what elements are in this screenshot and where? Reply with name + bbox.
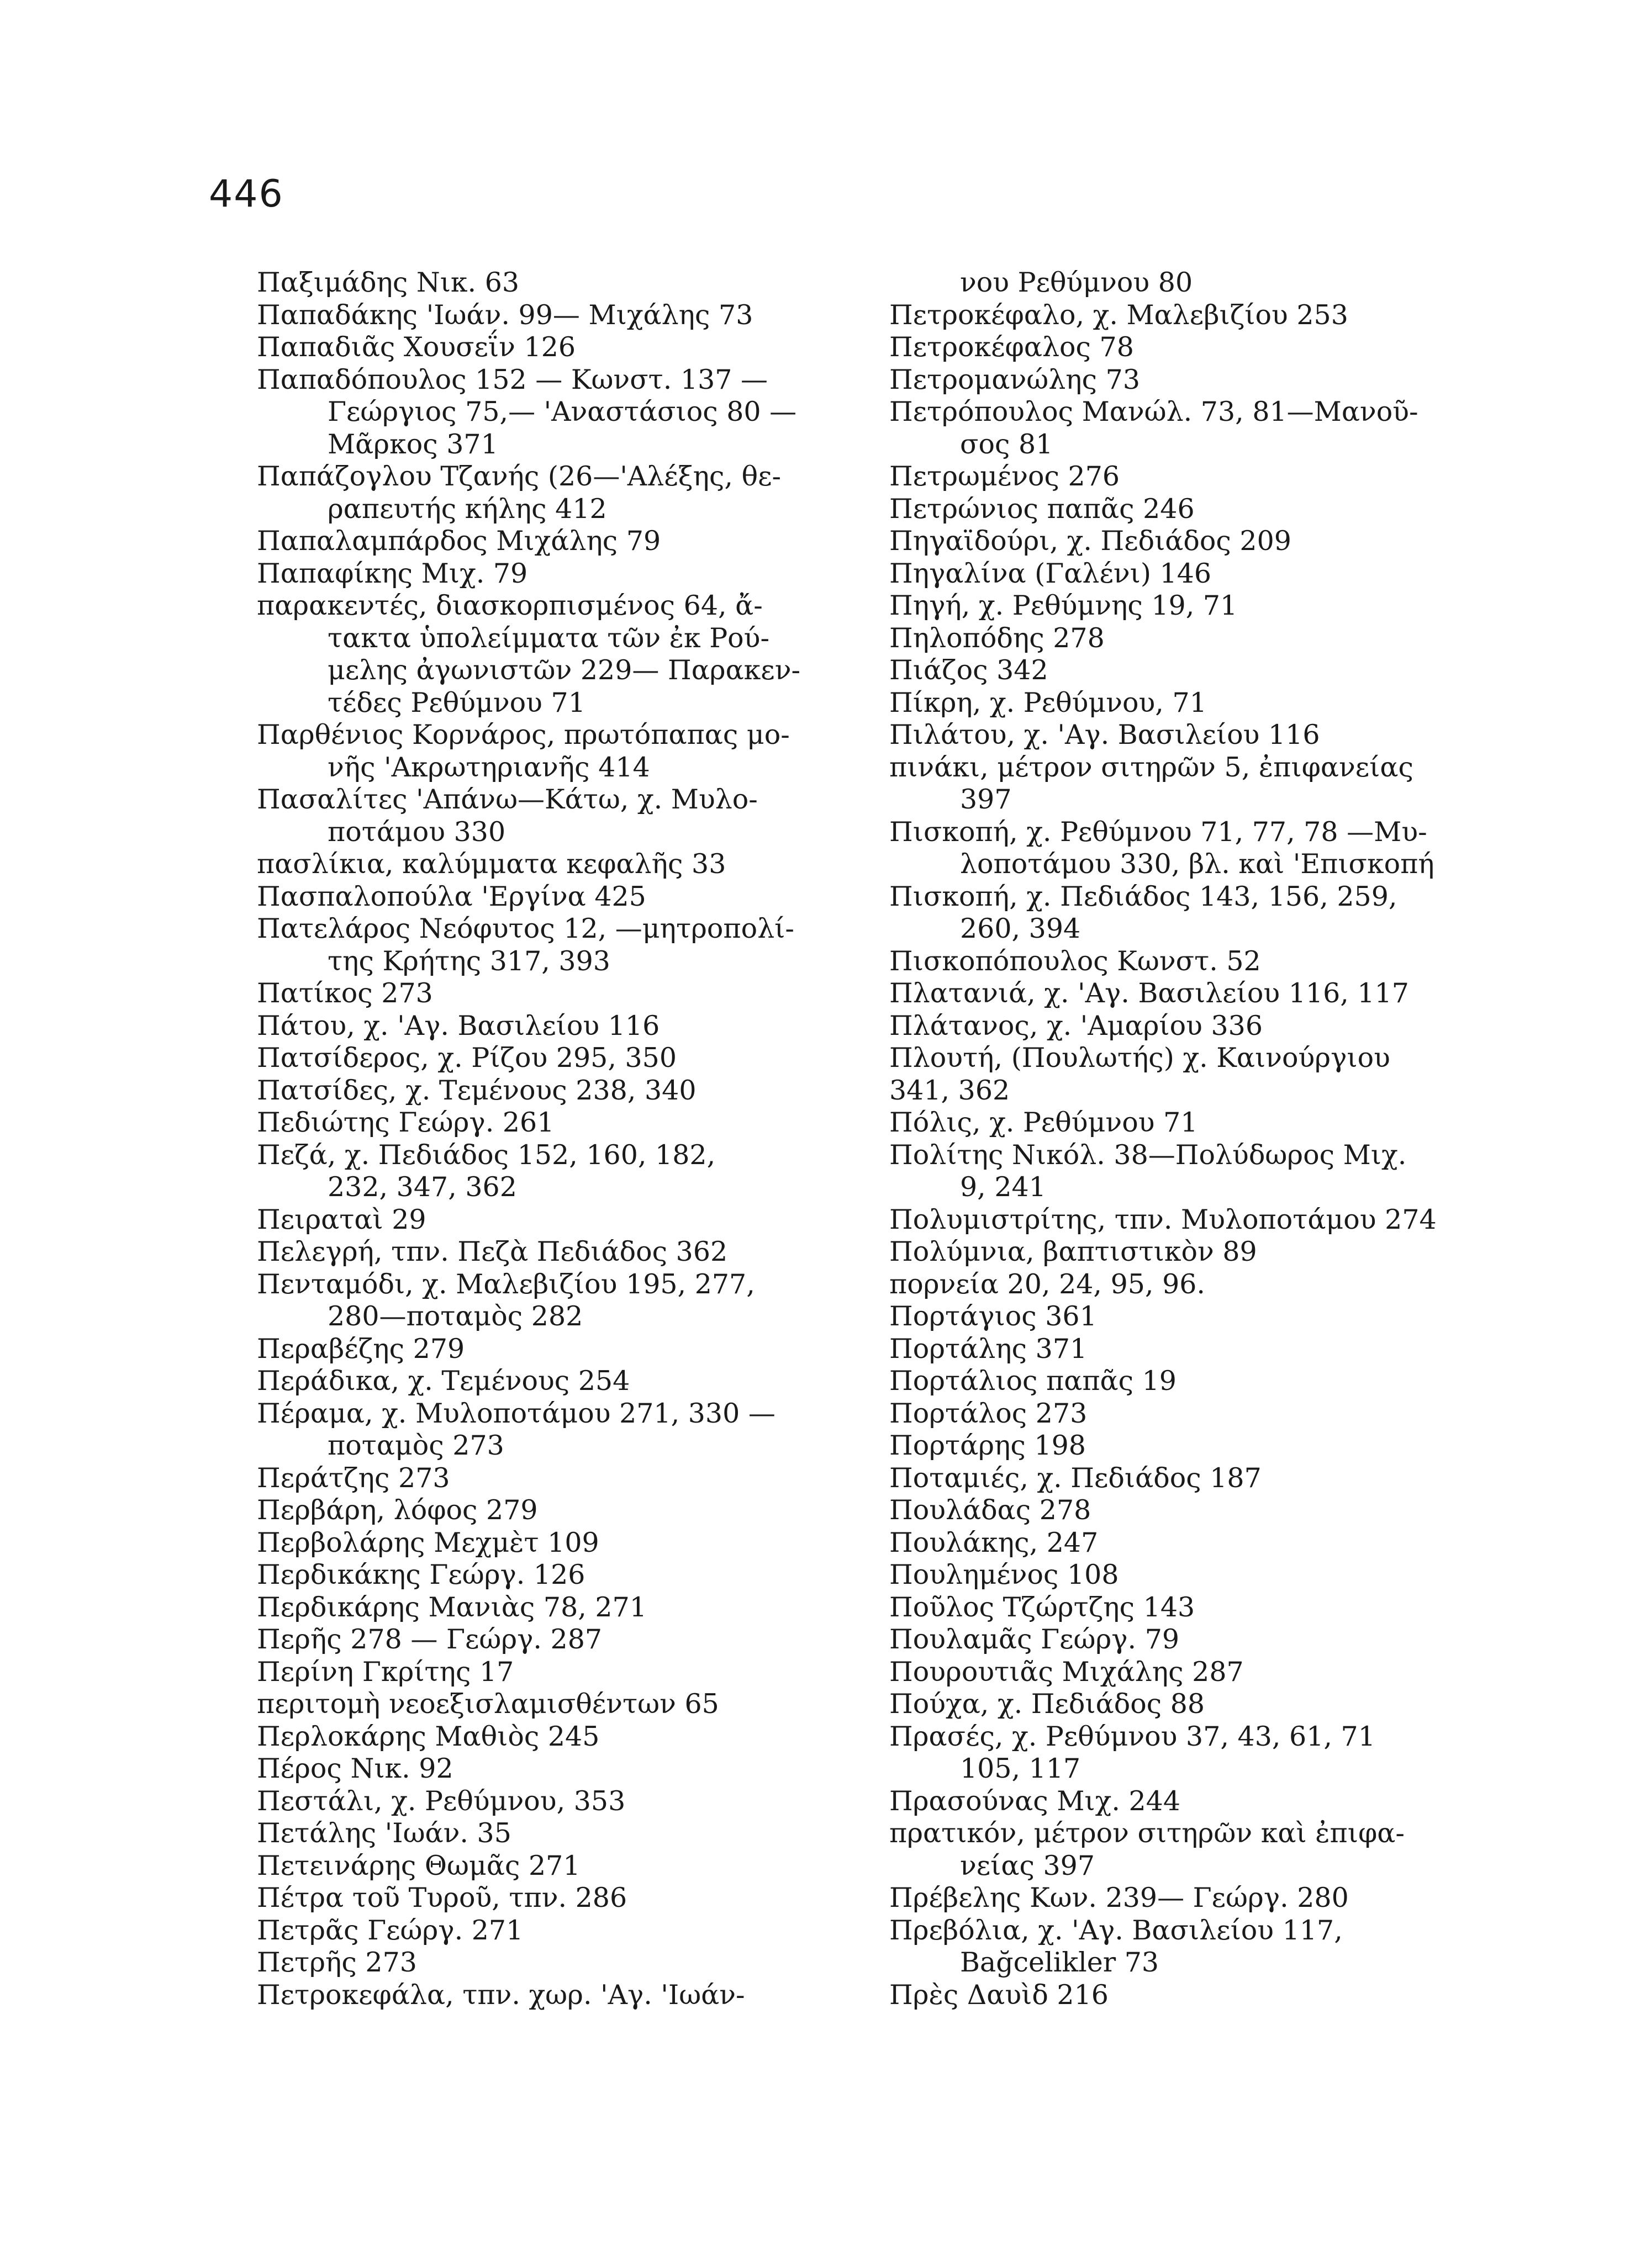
- index-entry-line: Ποῦλος Τζώρτζης 143: [889, 1591, 1195, 1623]
- index-entry-line: Πετρομανώλης 73: [889, 363, 1140, 395]
- index-entry-line: Πετροκέφαλος 78: [889, 331, 1134, 363]
- index-entry-line: Παπαδόπουλος 152 — Κωνστ. 137 —: [257, 363, 768, 395]
- index-entry-line: Περλοκάρης Μαθιὸς 245: [257, 1720, 600, 1752]
- index-entry-line: 232, 347, 362: [328, 1171, 517, 1203]
- index-entry-line: Γεώργιος 75,— 'Αναστάσιος 80 —: [328, 396, 797, 427]
- index-entry-line: Πλάτανος, χ. 'Αμαρίου 336: [889, 1009, 1263, 1042]
- index-entry-line: Πέτρα τοῦ Τυροῦ, τπν. 286: [257, 1882, 627, 1913]
- index-entry-line: Πελεγρή, τπν. Πεζὰ Πεδιάδος 362: [257, 1236, 728, 1267]
- index-entry-line: Πεδιώτης Γεώργ. 261: [257, 1107, 555, 1138]
- index-entry-line: Παπάζογλου Τζανής (26—'Αλέξης, θε-: [257, 461, 782, 492]
- index-entry-line: Πουλάδας 278: [889, 1494, 1091, 1526]
- index-entry-line: Περῆς 278 — Γεώργ. 287: [257, 1624, 603, 1655]
- index-entry-line: Πίκρη, χ. Ρεθύμνου, 71: [889, 686, 1207, 718]
- index-entry-line: Περδικάκης Γεώργ. 126: [257, 1559, 585, 1590]
- index-entry-line: Πατσίδες, χ. Τεμένους 238, 340: [257, 1074, 697, 1106]
- index-entry-line: Πειραταὶ 29: [257, 1203, 426, 1235]
- index-entry-line: Περάτζης 273: [257, 1462, 450, 1494]
- index-entry-line: Πουλάκης, 247: [889, 1526, 1099, 1558]
- index-entry-line: Πεζά, χ. Πεδιάδος 152, 160, 182,: [257, 1139, 716, 1171]
- index-entry-line: Παπαφίκης Μιχ. 79: [257, 557, 528, 589]
- index-entry-line: Πρασές, χ. Ρεθύμνου 37, 43, 61, 71: [889, 1720, 1375, 1752]
- index-entry-line: Πορτάλης 371: [889, 1333, 1088, 1365]
- index-entry-line: Παξιμάδης Νικ. 63: [257, 267, 520, 298]
- index-entry-line: Πεστάλι, χ. Ρεθύμνου, 353: [257, 1785, 626, 1817]
- index-entry-line: Πορτάλιος παπᾶς 19: [889, 1365, 1177, 1397]
- index-entry-line: ραπευτής κήλης 412: [328, 493, 607, 525]
- index-entry-line: Πολυμιστρίτης, τπν. Μυλοποτάμου 274: [889, 1203, 1437, 1235]
- index-entry-line: 341, 362: [889, 1074, 1010, 1106]
- index-entry-line: Παπαλαμπάρδος Μιχάλης 79: [257, 525, 661, 557]
- index-entry-line: Πατσίδερος, χ. Ρίζου 295, 350: [257, 1042, 677, 1074]
- index-entry-line: πασλίκια, καλύμματα κεφαλῆς 33: [257, 848, 726, 880]
- index-entry-line: Πάτου, χ. 'Αγ. Βασιλείου 116: [257, 1009, 660, 1042]
- index-entry-line: νείας 397: [960, 1849, 1095, 1881]
- index-entry-line: Πλατανιά, χ. 'Αγ. Βασιλείου 116, 117: [889, 977, 1409, 1009]
- index-entry-line: Περδικάρης Μανιὰς 78, 271: [257, 1591, 647, 1623]
- index-entry-line: Πέραμα, χ. Μυλοποτάμου 271, 330 —: [257, 1397, 775, 1429]
- index-entry-line: Παρθένιος Κορνάρος, πρωτόπαπας μο-: [257, 719, 790, 750]
- index-entry-line: σος 81: [960, 428, 1053, 460]
- index-entry-line: Περίνη Γκρίτης 17: [257, 1656, 514, 1688]
- index-entry-line: 280—ποταμὸς 282: [328, 1300, 583, 1332]
- index-entry-line: Πετρᾶς Γεώργ. 271: [257, 1914, 524, 1946]
- index-entry-line: τέδες Ρεθύμνου 71: [328, 686, 585, 718]
- index-column-left: [257, 267, 815, 2011]
- index-entry-line: της Κρήτης 317, 393: [328, 945, 610, 977]
- index-entry-line: Παπαδάκης 'Ιωάν. 99— Μιχάλης 73: [257, 299, 753, 331]
- index-entry-line: 9, 241: [960, 1171, 1046, 1203]
- index-entry-line: Πετεινάρης Θωμᾶς 271: [257, 1849, 581, 1881]
- index-entry-line: Πλουτή, (Πουλωτής) χ. Καινούργιου: [889, 1042, 1390, 1074]
- index-entry-line: ποταμὸς 273: [328, 1430, 504, 1461]
- index-entry-line: Πετροκέφαλο, χ. Μαλεβιζίου 253: [889, 299, 1348, 331]
- index-entry-line: Πηγαϊδούρι, χ. Πεδιάδος 209: [889, 525, 1291, 557]
- index-entry-line: Πόλις, χ. Ρεθύμνου 71: [889, 1107, 1198, 1138]
- index-entry-line: πορνεία 20, 24, 95, 96.: [889, 1268, 1205, 1300]
- index-column-right: [889, 267, 1464, 2011]
- index-entry-line: Πισκοπή, χ. Ρεθύμνου 71, 77, 78 —Μυ-: [889, 816, 1427, 848]
- index-entry-line: παρακεντές, διασκορπισμένος 64, ἄ-: [257, 590, 763, 621]
- index-entry-line: περιτομὴ νεοεξισλαμισθέντων 65: [257, 1688, 719, 1720]
- index-entry-line: Περαβέζης 279: [257, 1333, 465, 1365]
- index-entry-line: Πατελάρος Νεόφυτος 12, —μητροπολί-: [257, 913, 794, 944]
- index-entry-line: 105, 117: [960, 1753, 1081, 1784]
- index-entry-line: Πενταμόδι, χ. Μαλεβιζίου 195, 277,: [257, 1268, 755, 1300]
- index-entry-line: Πισκοπόπουλος Κωνστ. 52: [889, 945, 1261, 977]
- index-entry-line: Πούχα, χ. Πεδιάδος 88: [889, 1688, 1205, 1720]
- index-entry-line: Πρὲς Δαυὶδ 216: [889, 1979, 1109, 2011]
- index-entry-line: Πορτάγιος 361: [889, 1300, 1097, 1332]
- index-entry-line: 397: [960, 784, 1012, 815]
- index-entry-line: πρατικόν, μέτρον σιτηρῶν καὶ ἐπιφα-: [889, 1817, 1405, 1849]
- index-entry-line: Πετάλης 'Ιωάν. 35: [257, 1817, 511, 1849]
- index-entry-line: Πισκοπή, χ. Πεδιάδος 143, 156, 259,: [889, 880, 1397, 912]
- index-entry-line: Πολύμνια, βαπτιστικὸν 89: [889, 1236, 1257, 1267]
- index-entry-line: Πετρώνιος παπᾶς 246: [889, 493, 1195, 525]
- index-entry-line: Πατίκος 273: [257, 977, 433, 1009]
- index-entry-line: Πετρόπουλος Μανώλ. 73, 81—Μανοῦ-: [889, 396, 1418, 427]
- index-entry-line: Πετρωμένος 276: [889, 461, 1120, 492]
- index-entry-line: Πρέβελης Κων. 239— Γεώργ. 280: [889, 1882, 1349, 1913]
- page-number: 446: [209, 172, 284, 216]
- index-entry-line: Πουρουτιᾶς Μιχάλης 287: [889, 1656, 1244, 1688]
- index-entry-line: Ποταμιές, χ. Πεδιάδος 187: [889, 1462, 1262, 1494]
- index-entry-line: Πορτάρης 198: [889, 1430, 1086, 1461]
- index-entry-line: Περβάρη, λόφος 279: [257, 1494, 538, 1526]
- index-entry-line: λοποτάμου 330, βλ. καὶ 'Επισκοπή: [960, 848, 1434, 880]
- index-entry-line: Πασπαλοπούλα 'Εργίνα 425: [257, 880, 646, 912]
- index-entry-line: Πιλάτου, χ. 'Αγ. Βασιλείου 116: [889, 719, 1320, 750]
- index-entry-line: τακτα ὑπολείμματα τῶν ἐκ Ρού-: [328, 622, 770, 654]
- index-entry-line: Πρεβόλια, χ. 'Αγ. Βασιλείου 117,: [889, 1914, 1343, 1946]
- index-entry-line: Πορτάλος 273: [889, 1397, 1088, 1429]
- index-entry-line: Πιάζος 342: [889, 654, 1048, 686]
- index-entry-line: νου Ρεθύμνου 80: [960, 267, 1193, 298]
- index-entry-line: Πηγαλίνα (Γαλένι) 146: [889, 557, 1212, 589]
- index-entry-line: Πέρος Νικ. 92: [257, 1753, 453, 1784]
- index-entry-line: Περβολάρης Μεχμὲτ 109: [257, 1526, 599, 1558]
- index-entry-line: Πουλημένος 108: [889, 1559, 1119, 1590]
- index-entry-line: Περάδικα, χ. Τεμένους 254: [257, 1365, 630, 1397]
- index-entry-line: Πολίτης Νικόλ. 38—Πολύδωρος Μιχ.: [889, 1139, 1407, 1171]
- index-entry-line: Πηγή, χ. Ρεθύμνης 19, 71: [889, 590, 1238, 621]
- index-entry-line: Μᾶρκος 371: [328, 428, 498, 460]
- index-entry-line: 260, 394: [960, 913, 1081, 944]
- index-entry-line: Πηλοπόδης 278: [889, 622, 1105, 654]
- index-entry-line: Πουλαμᾶς Γεώργ. 79: [889, 1624, 1180, 1655]
- index-entry-line: Πετροκεφάλα, τπν. χωρ. 'Αγ. 'Ιωάν-: [257, 1979, 745, 2011]
- index-entry-line: ποτάμου 330: [328, 816, 506, 848]
- index-entry-line: Πασαλίτες 'Απάνω—Κάτω, χ. Μυλο-: [257, 784, 758, 815]
- index-entry-line: Πετρῆς 273: [257, 1947, 417, 1978]
- index-entry-line: Bağcelikler 73: [960, 1947, 1159, 1978]
- index-entry-line: Παπαδιᾶς Χουσεΐν 126: [257, 331, 576, 363]
- index-entry-line: μελης ἀγωνιστῶν 229— Παρακεν-: [328, 654, 801, 686]
- index-entry-line: πινάκι, μέτρον σιτηρῶν 5, ἐπιφανείας: [889, 751, 1413, 783]
- index-entry-line: νῆς 'Ακρωτηριανῆς 414: [328, 751, 650, 783]
- index-entry-line: Πρασούνας Μιχ. 244: [889, 1785, 1181, 1817]
